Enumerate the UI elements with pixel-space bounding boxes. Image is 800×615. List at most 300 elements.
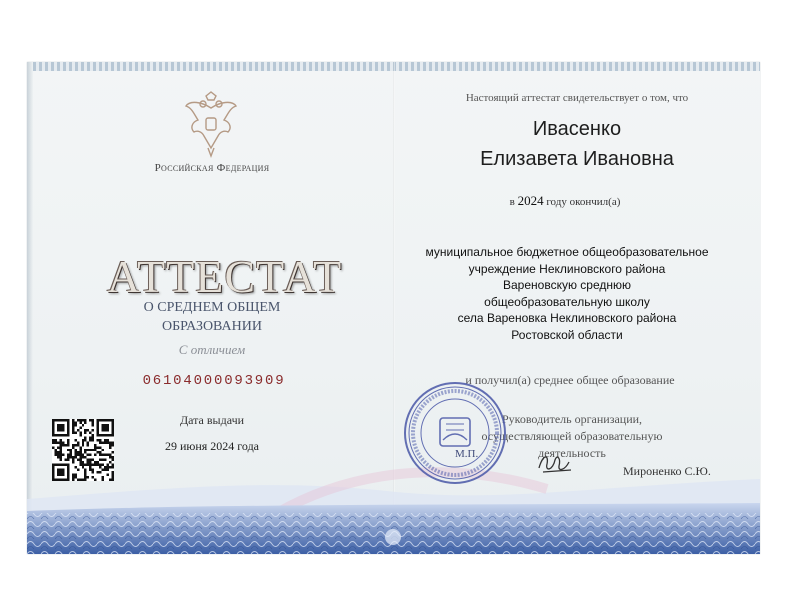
qr-module (57, 464, 59, 466)
qr-module (67, 479, 69, 481)
qr-module (54, 464, 56, 466)
qr-module (102, 469, 104, 471)
qr-module (92, 439, 94, 441)
certificate-document (27, 62, 760, 554)
qr-module (87, 476, 89, 478)
qr-module (102, 419, 104, 421)
issue-date-label: Дата выдачи (179, 413, 245, 427)
qr-module (62, 454, 64, 456)
qr-module (62, 434, 64, 436)
qr-module (64, 459, 66, 461)
qr-module (92, 476, 94, 478)
qr-module (87, 441, 89, 443)
qr-module (82, 456, 84, 458)
school-line: Вареновскую среднюю (503, 278, 631, 292)
graduation-year: 2024 (517, 193, 544, 208)
qr-module (67, 444, 69, 446)
qr-module (52, 441, 54, 443)
qr-module (79, 446, 81, 448)
qr-module (104, 454, 106, 456)
qr-module (72, 424, 74, 426)
qr-module (62, 424, 64, 426)
qr-module (52, 474, 54, 476)
qr-module (112, 451, 114, 453)
qr-module (87, 429, 89, 431)
stamp-place-label: М.П. (455, 448, 479, 460)
qr-module (84, 429, 86, 431)
signature (535, 450, 575, 476)
qr-module (52, 431, 54, 433)
qr-module (104, 441, 106, 443)
qr-module (112, 434, 114, 436)
qr-module (52, 434, 54, 436)
qr-module (67, 439, 69, 441)
qr-module (107, 464, 109, 466)
qr-module (79, 449, 81, 451)
qr-module (62, 474, 64, 476)
qr-module (107, 441, 109, 443)
head-name: Мироненко С.Ю. (623, 464, 711, 478)
qr-module (59, 426, 61, 428)
qr-module (64, 464, 66, 466)
qr-module (94, 454, 96, 456)
qr-module (109, 444, 111, 446)
qr-module (112, 426, 114, 428)
certificate-title: АТТЕСТАТ (107, 251, 343, 302)
school-line: учреждение Неклиновского района (468, 261, 666, 276)
qr-module (92, 434, 94, 436)
qr-module (104, 424, 106, 426)
qr-module (107, 426, 109, 428)
qr-module (64, 434, 66, 436)
qr-module (82, 424, 84, 426)
qr-module (72, 419, 74, 421)
qr-module (112, 466, 114, 468)
qr-module (92, 419, 94, 421)
qr-module (72, 426, 74, 428)
qr-module (74, 431, 76, 433)
qr-module (57, 456, 59, 458)
certificate-number: 06104000093909 (142, 373, 286, 389)
qr-module (89, 436, 91, 438)
qr-module (59, 471, 61, 473)
qr-module (67, 476, 69, 478)
qr-module (87, 449, 89, 451)
qr-module (94, 446, 96, 448)
qr-module (79, 434, 81, 436)
qr-module (87, 459, 89, 461)
holder-given-names: Елизавета Ивановна (480, 148, 674, 170)
qr-module (59, 444, 61, 446)
qr-module (112, 441, 114, 443)
qr-module (87, 464, 89, 466)
qr-module (84, 471, 86, 473)
qr-module (52, 466, 54, 468)
qr-module (97, 446, 99, 448)
qr-module (87, 444, 89, 446)
qr-module (99, 439, 101, 441)
qr-module (57, 424, 59, 426)
qr-module (102, 449, 104, 451)
qr-module (102, 454, 104, 456)
qr-module (97, 424, 99, 426)
qr-module (82, 441, 84, 443)
qr-module (54, 419, 56, 421)
qr-module (104, 439, 106, 441)
qr-module (99, 454, 101, 456)
qr-module (77, 451, 79, 453)
qr-module (84, 474, 86, 476)
qr-module (62, 441, 64, 443)
qr-module (107, 474, 109, 476)
qr-module (89, 466, 91, 468)
qr-module (57, 429, 59, 431)
qr-module (79, 451, 81, 453)
qr-module (84, 451, 86, 453)
qr-module (102, 441, 104, 443)
qr-module (109, 454, 111, 456)
qr-module (72, 479, 74, 481)
qr-module (97, 434, 99, 436)
qr-module (62, 429, 64, 431)
qr-module (77, 441, 79, 443)
qr-module (112, 476, 114, 478)
qr-module (104, 419, 106, 421)
coat-of-arms-emblem (182, 90, 240, 158)
qr-module (54, 441, 56, 443)
qr-module (52, 429, 54, 431)
school-line: общеобразовательную школу (484, 294, 650, 309)
qr-module (59, 459, 61, 461)
qr-module (57, 446, 59, 448)
qr-module (72, 459, 74, 461)
qr-module (52, 446, 54, 448)
honors-label: С отличием (178, 342, 246, 357)
qr-module (52, 419, 54, 421)
qr-module (72, 446, 74, 448)
qr-module (89, 469, 91, 471)
qr-module (104, 466, 106, 468)
graduation-prefix: в (509, 196, 515, 208)
qr-module (59, 479, 61, 481)
qr-module (77, 419, 79, 421)
qr-module (64, 444, 66, 446)
qr-module (74, 454, 76, 456)
qr-module (99, 434, 101, 436)
qr-module (77, 429, 79, 431)
qr-module (57, 479, 59, 481)
qr-module (104, 429, 106, 431)
qr-module (112, 471, 114, 473)
qr-module (84, 436, 86, 438)
qr-module (87, 461, 89, 463)
qr-module (72, 476, 74, 478)
qr-module (52, 476, 54, 478)
qr-module (62, 426, 64, 428)
qr-module (79, 459, 81, 461)
qr-module (79, 456, 81, 458)
qr-module (59, 456, 61, 458)
qr-module (109, 434, 111, 436)
qr-module (57, 441, 59, 443)
qr-module (74, 421, 76, 423)
qr-module (112, 419, 114, 421)
qr-module (67, 426, 69, 428)
qr-module (89, 431, 91, 433)
qr-module (54, 451, 56, 453)
qr-module (89, 439, 91, 441)
qr-module (57, 419, 59, 421)
qr-module (87, 454, 89, 456)
qr-module (74, 451, 76, 453)
qr-module (89, 461, 91, 463)
qr-module (74, 449, 76, 451)
qr-module (54, 479, 56, 481)
qr-module (77, 454, 79, 456)
qr-module (77, 469, 79, 471)
qr-module (84, 476, 86, 478)
qr-module (92, 429, 94, 431)
qr-module (84, 464, 86, 466)
qr-module (52, 464, 54, 466)
qr-module (97, 439, 99, 441)
qr-module (92, 449, 94, 451)
qr-module (92, 471, 94, 473)
qr-module (94, 444, 96, 446)
qr-module (84, 469, 86, 471)
qr-module (52, 439, 54, 441)
qr-module (64, 479, 66, 481)
qr-module (107, 469, 109, 471)
qr-module (59, 449, 61, 451)
qr-module (59, 434, 61, 436)
qr-module (89, 419, 91, 421)
qr-module (62, 469, 64, 471)
qr-module (72, 429, 74, 431)
qr-module (107, 424, 109, 426)
qr-module (84, 421, 86, 423)
qr-module (109, 461, 111, 463)
school-line: Ростовской области (511, 327, 623, 342)
qr-module (102, 424, 104, 426)
qr-module (72, 431, 74, 433)
qr-module (104, 469, 106, 471)
intro-text: Настоящий аттестат свидетельствует о том, что (465, 92, 689, 104)
qr-module (94, 449, 96, 451)
qr-module (102, 426, 104, 428)
qr-module (59, 474, 61, 476)
qr-module (99, 441, 101, 443)
qr-module (72, 456, 74, 458)
qr-module (92, 436, 94, 438)
qr-module (82, 479, 84, 481)
qr-module (69, 454, 71, 456)
qr-module (74, 444, 76, 446)
qr-module (52, 479, 54, 481)
qr-module (109, 419, 111, 421)
qr-module (84, 431, 86, 433)
qr-module (112, 444, 114, 446)
qr-module (92, 469, 94, 471)
qr-module (104, 426, 106, 428)
qr-module (112, 431, 114, 433)
qr-module (74, 476, 76, 478)
holder-surname: Ивасенко (532, 118, 622, 140)
qr-module (67, 454, 69, 456)
qr-module (59, 446, 61, 448)
qr-module (82, 454, 84, 456)
qr-module (72, 421, 74, 423)
head-title-line-2: осуществляющей образовательную деятельность (481, 429, 663, 460)
qr-module (109, 441, 111, 443)
qr-module (52, 469, 54, 471)
qr-module (94, 461, 96, 463)
qr-module (57, 434, 59, 436)
qr-module (97, 464, 99, 466)
qr-module (112, 421, 114, 423)
qr-module (92, 424, 94, 426)
qr-module (52, 421, 54, 423)
qr-module (69, 456, 71, 458)
qr-module (97, 451, 99, 453)
qr-module (67, 431, 69, 433)
qr-module (82, 439, 84, 441)
qr-module (79, 461, 81, 463)
qr-module (82, 466, 84, 468)
qr-module (89, 454, 91, 456)
qr-module (57, 474, 59, 476)
qr-module (59, 424, 61, 426)
qr-module (57, 426, 59, 428)
qr-module (67, 441, 69, 443)
qr-module (99, 459, 101, 461)
qr-module (67, 466, 69, 468)
qr-module (109, 446, 111, 448)
qr-module (94, 479, 96, 481)
qr-module (99, 471, 101, 473)
qr-module (97, 471, 99, 473)
qr-module (97, 419, 99, 421)
qr-module (84, 439, 86, 441)
qr-module (67, 464, 69, 466)
qr-module (69, 449, 71, 451)
qr-module (112, 474, 114, 476)
qr-module (109, 466, 111, 468)
qr-module (54, 454, 56, 456)
qr-module (74, 424, 76, 426)
qr-module (97, 429, 99, 431)
qr-module (54, 434, 56, 436)
qr-module (67, 419, 69, 421)
qr-module (104, 459, 106, 461)
qr-module (104, 434, 106, 436)
qr-module (82, 461, 84, 463)
qr-module (82, 419, 84, 421)
qr-module (62, 419, 64, 421)
qr-module (109, 456, 111, 458)
qr-module (67, 471, 69, 473)
qr-module (52, 424, 54, 426)
qr-module (72, 444, 74, 446)
qr-module (54, 449, 56, 451)
qr-module (82, 464, 84, 466)
qr-module (79, 479, 81, 481)
school-line: села Вареновка Неклиновского района (457, 311, 677, 325)
qr-module (59, 451, 61, 453)
qr-module (77, 479, 79, 481)
qr-module (79, 464, 81, 466)
qr-module (84, 449, 86, 451)
graduation-line (485, 193, 645, 209)
qr-module (59, 429, 61, 431)
qr-module (67, 434, 69, 436)
qr-module (99, 466, 101, 468)
qr-module (67, 424, 69, 426)
qr-module (67, 456, 69, 458)
qr-module (112, 429, 114, 431)
qr-module (52, 426, 54, 428)
qr-module (107, 454, 109, 456)
qr-module (57, 454, 59, 456)
qr-module (67, 474, 69, 476)
qr-module (89, 459, 91, 461)
qr-module (74, 466, 76, 468)
qr-module (84, 479, 86, 481)
qr-module (59, 439, 61, 441)
qr-module (107, 466, 109, 468)
qr-module (79, 419, 81, 421)
qr-module (112, 424, 114, 426)
qr-module (99, 419, 101, 421)
qr-module (77, 444, 79, 446)
qr-module (92, 464, 94, 466)
education-received-text: и получил(а) среднее общее образование (465, 373, 675, 387)
qr-module (74, 474, 76, 476)
qr-module (57, 469, 59, 471)
qr-module (107, 439, 109, 441)
qr-module (79, 426, 81, 428)
qr-module (102, 434, 104, 436)
qr-module (59, 469, 61, 471)
qr-module (59, 464, 61, 466)
qr-module (69, 451, 71, 453)
qr-module (54, 439, 56, 441)
qr-module (112, 456, 114, 458)
qr-module (99, 464, 101, 466)
qr-module (57, 451, 59, 453)
qr-module (62, 464, 64, 466)
qr-module (89, 449, 91, 451)
qr-module (62, 471, 64, 473)
qr-module (102, 479, 104, 481)
country-name: Российская Федерация (154, 162, 270, 174)
school-name (422, 244, 712, 343)
qr-module (99, 446, 101, 448)
qr-module (99, 451, 101, 453)
qr-module (97, 421, 99, 423)
qr-code (52, 419, 114, 481)
qr-module (57, 471, 59, 473)
qr-module (59, 454, 61, 456)
qr-module (59, 441, 61, 443)
official-stamp (402, 380, 508, 486)
qr-module (97, 431, 99, 433)
qr-module (64, 419, 66, 421)
qr-module (89, 464, 91, 466)
qr-module (112, 464, 114, 466)
qr-module (67, 421, 69, 423)
qr-module (102, 429, 104, 431)
